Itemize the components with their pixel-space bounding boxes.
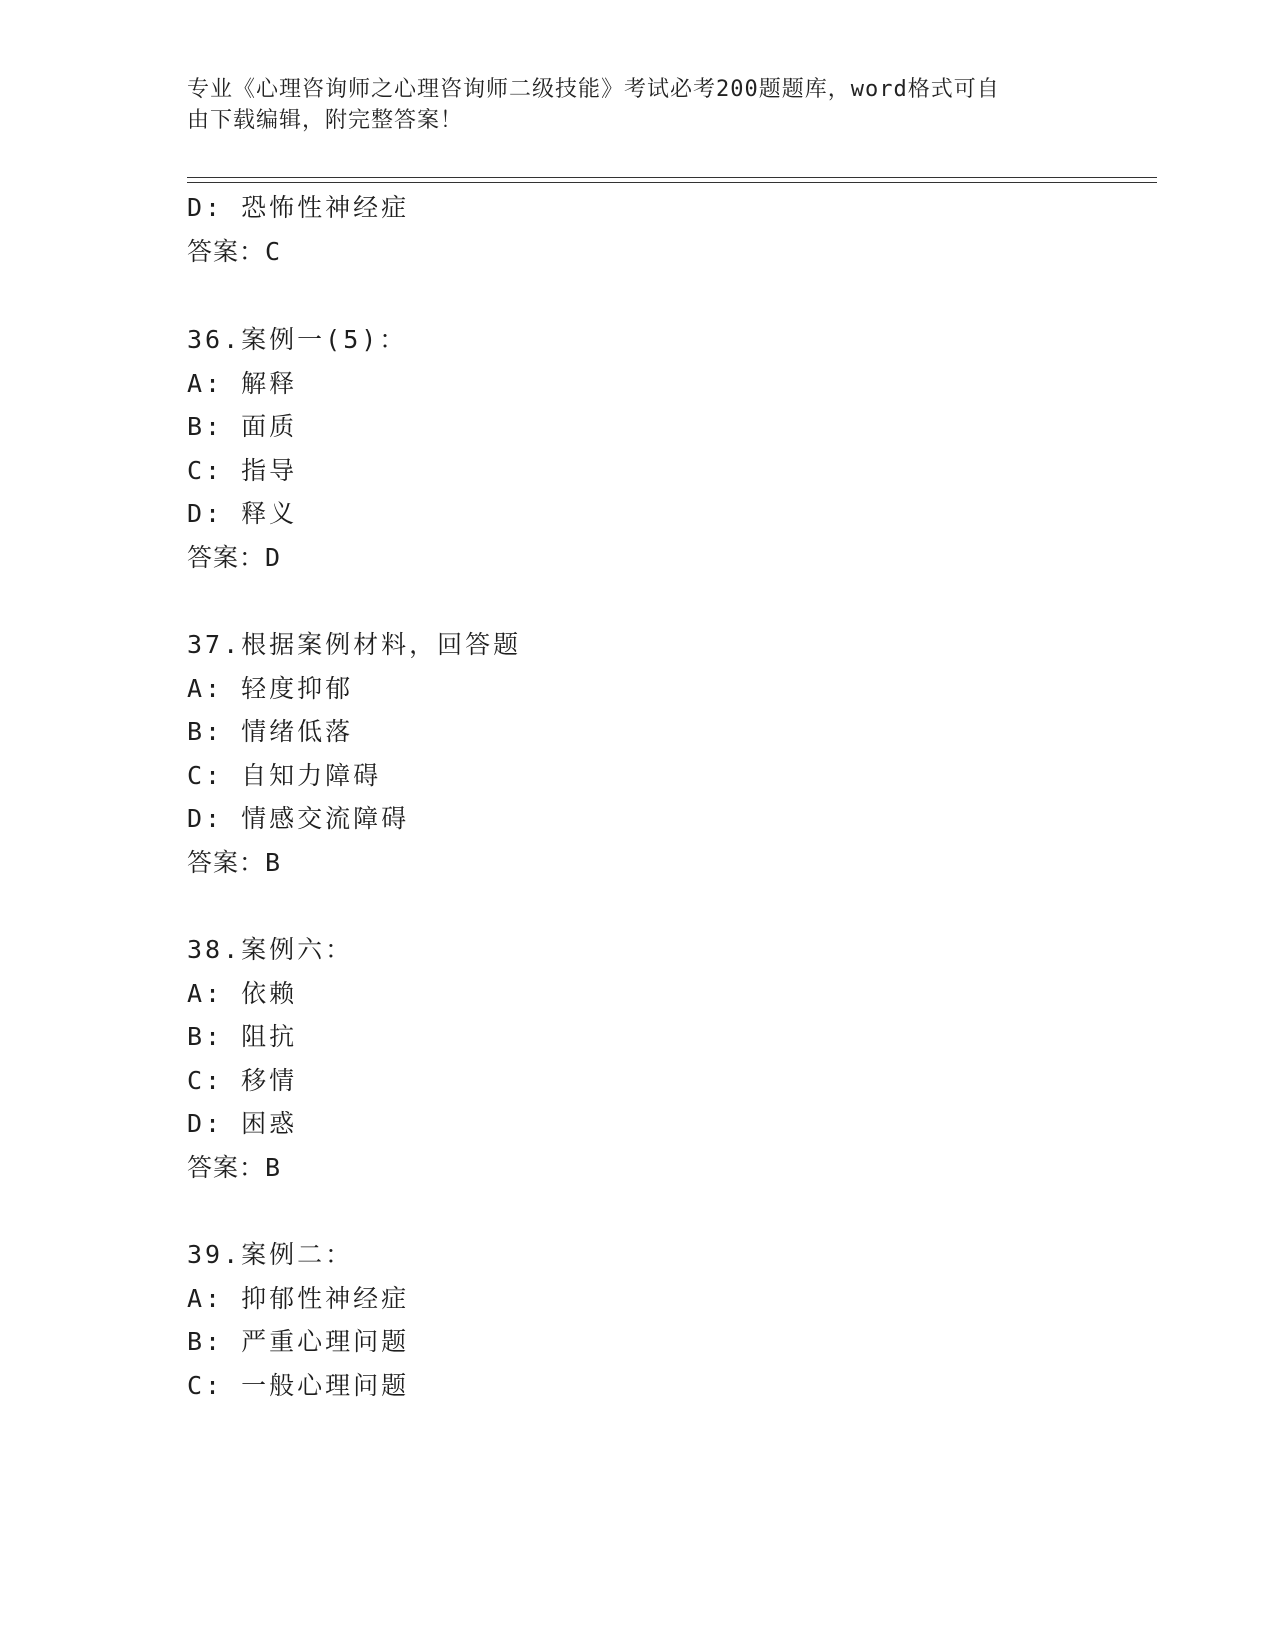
question-39-option-c: C: 一般心理问题 <box>187 1371 410 1400</box>
question-37-stem: 37.根据案例材料，回答题 <box>187 630 522 659</box>
question-37-answer: 答案：B <box>187 848 282 877</box>
question-38-stem: 38.案例六： <box>187 935 354 964</box>
question-36-stem: 36.案例一(5)： <box>187 325 408 354</box>
prev-answer: 答案：C <box>187 237 282 266</box>
question-36-option-d: D: 释义 <box>187 499 298 528</box>
question-38-option-c: C: 移情 <box>187 1066 298 1095</box>
header-line-1: 专业《心理咨询师之心理咨询师二级技能》考试必考200题题库，word格式可自 <box>187 77 1000 102</box>
question-36-option-b: B: 面质 <box>187 412 298 441</box>
question-38-option-a: A: 依赖 <box>187 979 298 1008</box>
question-36-answer: 答案：D <box>187 543 282 572</box>
question-37-option-c: C: 自知力障碍 <box>187 761 382 790</box>
question-37-option-d: D: 情感交流障碍 <box>187 804 410 833</box>
question-38-answer: 答案：B <box>187 1153 282 1182</box>
header-divider-top <box>187 177 1157 178</box>
header-divider-bottom <box>187 182 1157 183</box>
question-39-stem: 39.案例二： <box>187 1240 354 1269</box>
question-37-option-b: B: 情绪低落 <box>187 717 354 746</box>
prev-option-d: D: 恐怖性神经症 <box>187 193 410 222</box>
header-line-2: 由下载编辑，附完整答案！ <box>187 108 464 133</box>
question-38-option-b: B: 阻抗 <box>187 1022 298 1051</box>
question-38-option-d: D: 困惑 <box>187 1109 298 1138</box>
question-36-option-c: C: 指导 <box>187 456 298 485</box>
document-header <box>187 74 1067 136</box>
question-37-option-a: A: 轻度抑郁 <box>187 674 354 703</box>
question-36-option-a: A: 解释 <box>187 369 298 398</box>
question-39-option-a: A: 抑郁性神经症 <box>187 1284 410 1313</box>
question-39-option-b: B: 严重心理问题 <box>187 1327 410 1356</box>
